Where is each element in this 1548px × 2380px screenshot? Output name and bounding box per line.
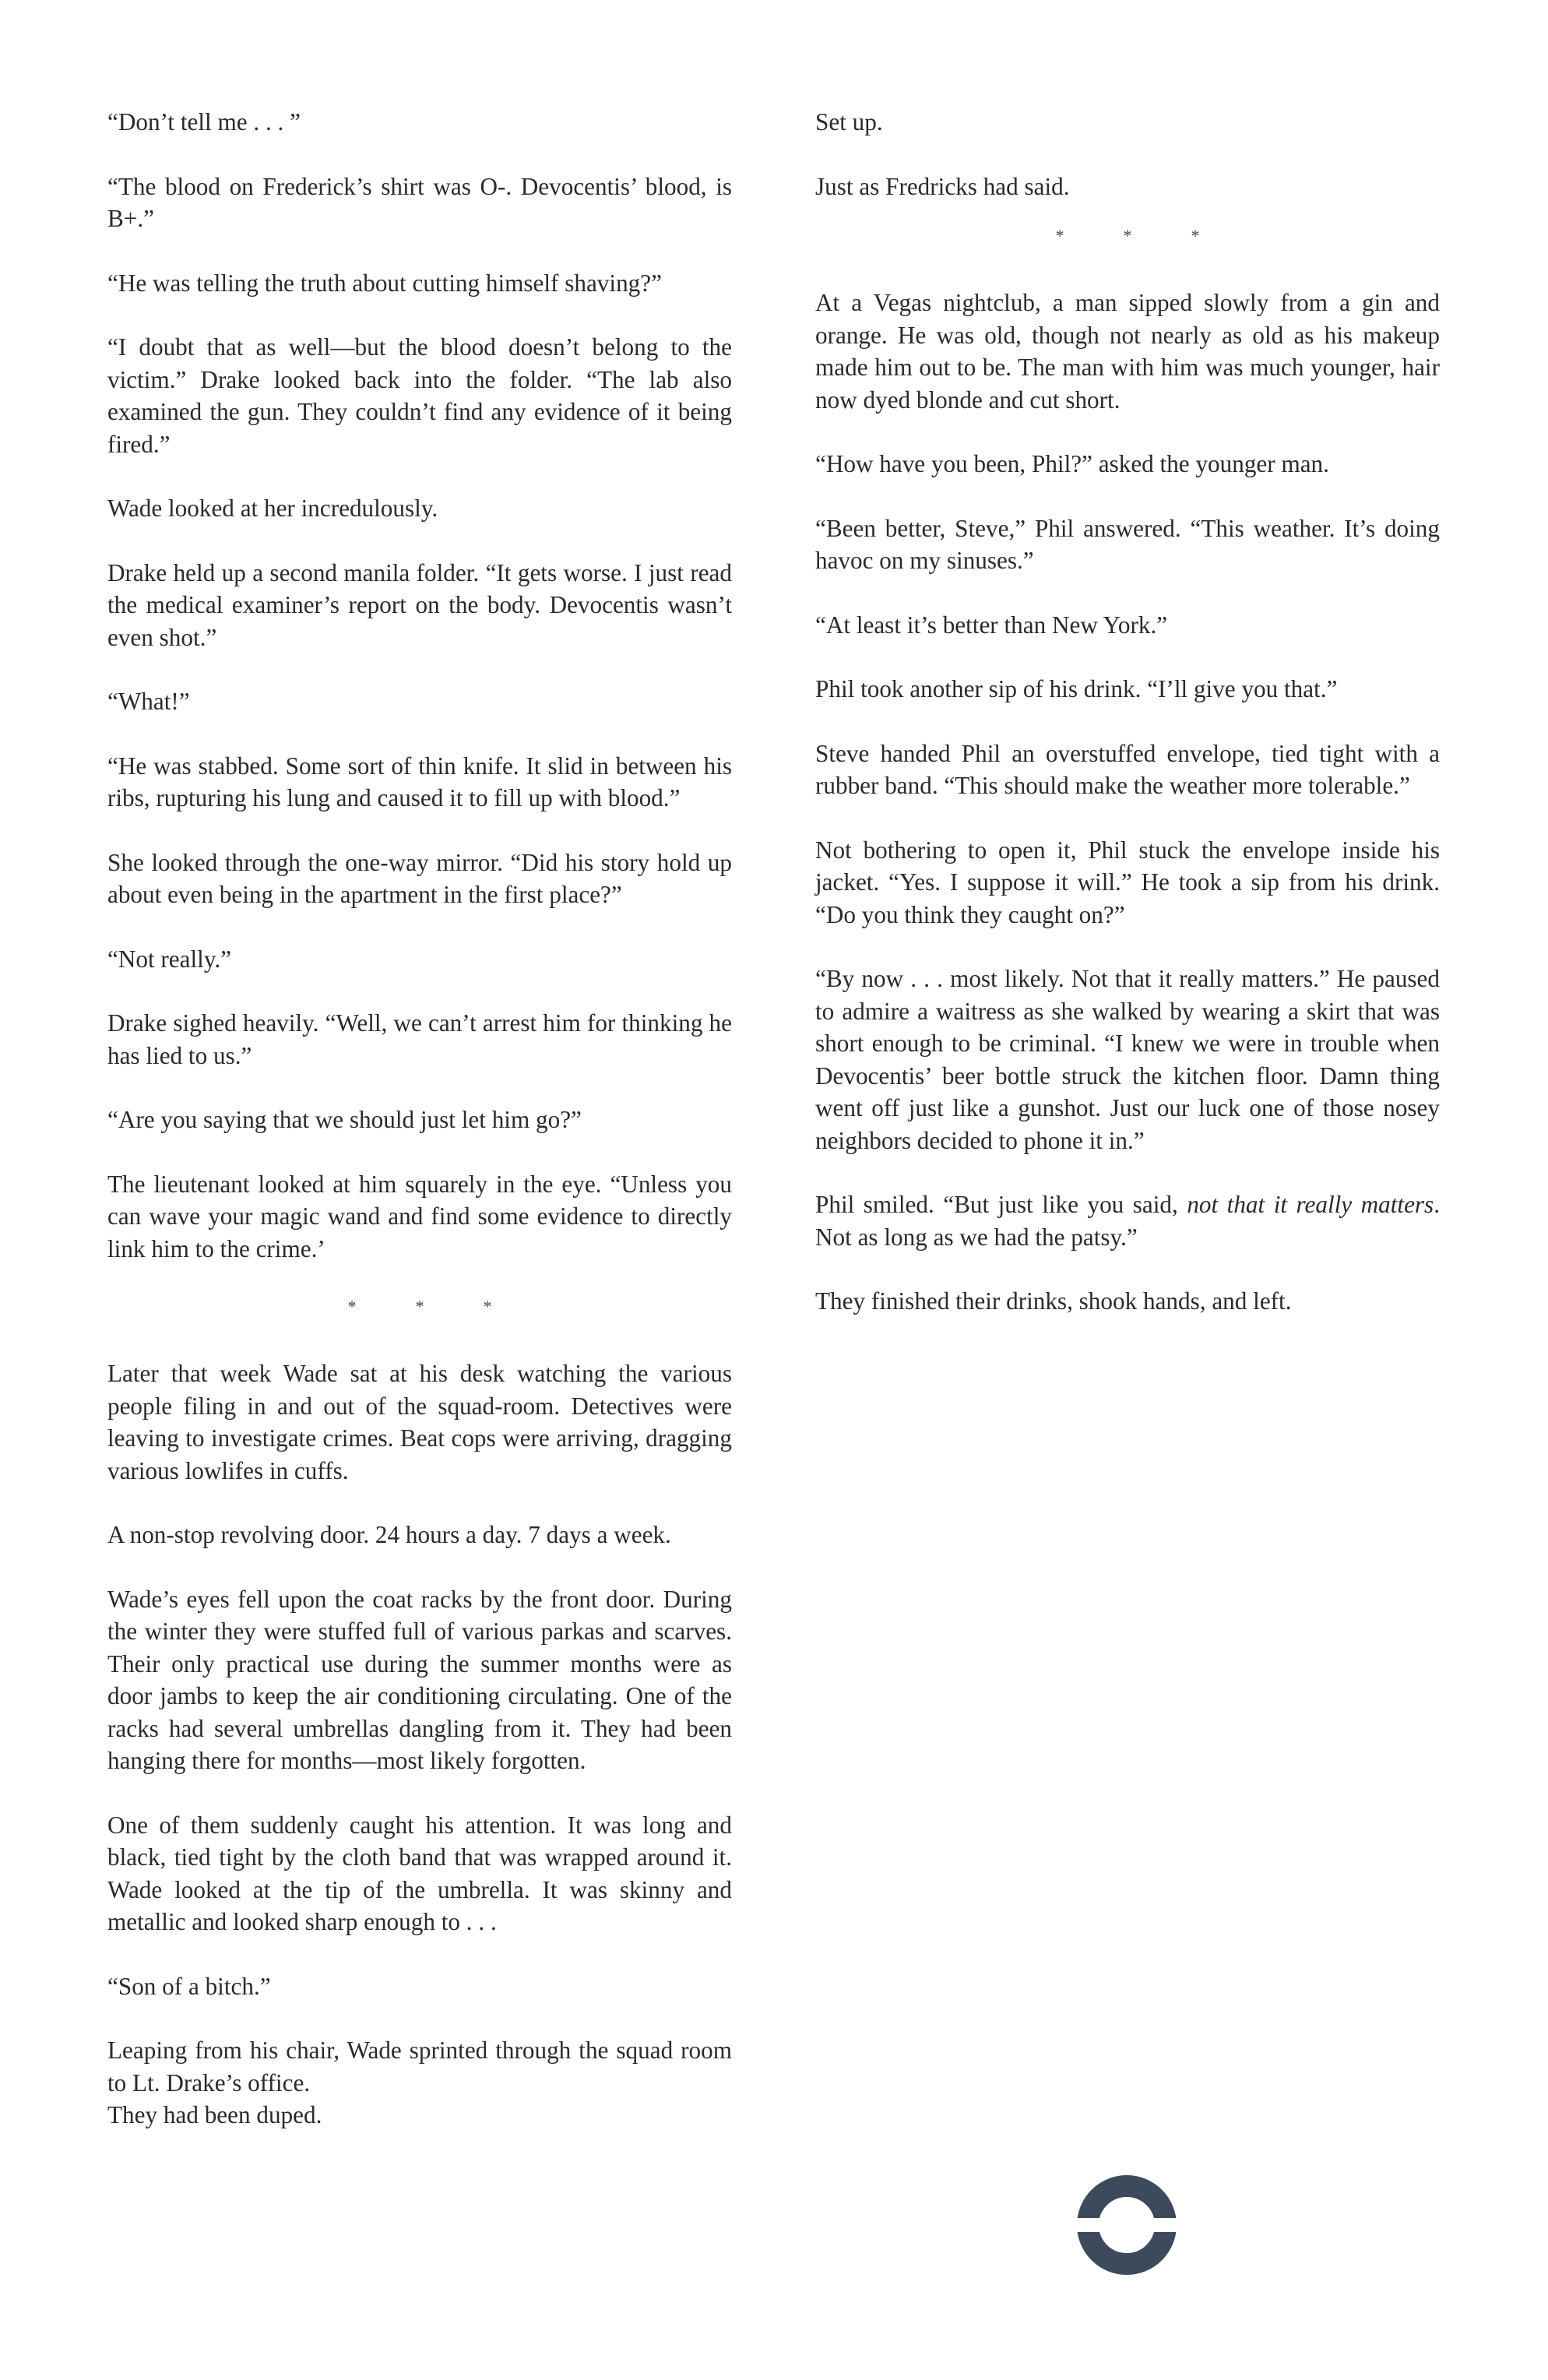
separator-star: * <box>483 1297 492 1316</box>
paragraph: They finished their drinks, shook hands, and left. <box>815 1287 1292 1315</box>
paragraph: Set up. <box>815 108 883 136</box>
right-column <box>815 106 1440 1350</box>
paragraph: Phil took another sip of his drink. “I’ll give you that.” <box>815 675 1338 702</box>
paragraph <box>815 1188 1440 1253</box>
paragraph: “At least it’s better than New York.” <box>815 611 1168 639</box>
paragraph: Just as Fredricks had said. <box>815 172 1070 200</box>
paragraph: “Not really.” <box>107 945 232 973</box>
paragraph: “I doubt that as well—but the blood doesn’t belong to the victim.” Drake looked back into the folder. “The lab also examined the gun. They couldn’t find any evidence of it being fired.” <box>107 333 732 458</box>
paragraph: Drake sighed heavily. “Well, we can’t arrest him for thinking he has lied to us.” <box>107 1009 732 1069</box>
paragraph: “How have you been, Phil?” asked the younger man. <box>815 450 1329 477</box>
paragraph: Wade looked at her incredulously. <box>107 495 438 522</box>
paragraph: One of them suddenly caught his attention. It was long and black, tied tight by the cloth band that was wrapped around it. Wade looked at the tip of the umbrella. It was skinny and metallic and looked sharp enough to . . . <box>107 1811 732 1935</box>
paragraph: They had been duped. <box>107 2101 322 2128</box>
paragraph: “He was stabbed. Some sort of thin knife. It slid in between his ribs, rupturing his lung and caused it to fill up with blood.” <box>107 752 732 812</box>
paragraph: “The blood on Frederick’s shirt was O-. Devocentis’ blood, is B+.” <box>107 172 732 232</box>
text-run: Phil smiled. “But just like you said, <box>815 1191 1187 1218</box>
paragraph: She looked through the one-way mirror. “Did his story hold up about even being in the apartment in the first place?” <box>107 848 732 908</box>
paragraph: At a Vegas nightclub, a man sipped slowly from a gin and orange. He was old, though not nearly as old as his makeup made him out to be. The man with him was much younger, hair now dyed blonde and cut short. <box>815 289 1440 414</box>
paragraph: “Are you saying that we should just let him go?” <box>107 1106 582 1133</box>
scene-separator <box>815 226 1440 246</box>
paragraph: “Been better, Steve,” Phil answered. “This weather. It’s doing havoc on my sinuses.” <box>815 514 1440 574</box>
paragraph: “By now . . . most likely. Not that it really matters.” He paused to admire a waitress as she walked by wearing a skirt that was short enough to be criminal. “I knew we were in trouble when Devocentis’ beer bottle struck the kitchen floor. Damn thing went off just like a gunshot. Just our luck one of those nosey neighbors decided to phone it in.” <box>815 965 1440 1154</box>
separator-star: * <box>1123 226 1132 245</box>
paragraph: “He was telling the truth about cutting himself shaving?” <box>107 269 662 297</box>
emphasis-text: not that it really matters <box>1187 1191 1434 1218</box>
paragraph: “Son of a bitch.” <box>107 1972 271 2000</box>
paragraph: A non-stop revolving door. 24 hours a day. 7 days a week. <box>107 1521 671 1548</box>
separator-star: * <box>347 1297 357 1316</box>
left-column <box>107 106 732 2132</box>
paragraph: “What!” <box>107 688 190 715</box>
paragraph: “Don’t tell me . . . ” <box>107 108 301 136</box>
paragraph: Not bothering to open it, Phil stuck the envelope inside his jacket. “Yes. I suppose it will.” He took a sip from his drink. “Do you think they caught on?” <box>815 836 1440 928</box>
paragraph: Drake held up a second manila folder. “It gets worse. I just read the medical examiner’s report on the body. Devocentis wasn’t even shot.” <box>107 558 732 651</box>
paragraph: Wade’s eyes fell upon the coat racks by the front door. During the winter they were stuffed full of various parkas and scarves. Their only practical use during the summer months were as door jambs to keep the air conditioning circulating. One of the racks had several umbrellas dangling from it. They had been hanging there for months—most likely forgotten. <box>107 1585 732 1774</box>
paragraph: Leaping from his chair, Wade sprinted through the squad room to Lt. Drake’s office. <box>107 2037 732 2097</box>
publisher-logo-icon <box>1076 2174 1177 2276</box>
separator-star: * <box>1191 226 1200 245</box>
paragraph: The lieutenant looked at him squarely in the eye. “Unless you can wave your magic wand and find some evidence to directly link him to the crime.’ <box>107 1170 732 1262</box>
separator-star: * <box>415 1297 424 1316</box>
text-run: . Not as long as we had the patsy.” <box>815 1191 1440 1251</box>
scene-separator <box>107 1297 732 1317</box>
paragraph: Later that week Wade sat at his desk watching the various people filing in and out of the squad-room. Detectives were leaving to investigate crimes. Beat cops were arriving, dragging various lowlifes in cuffs. <box>107 1360 732 1484</box>
paragraph: Steve handed Phil an overstuffed envelope, tied tight with a rubber band. “This should make the weather more tolerable.” <box>815 739 1440 799</box>
separator-star: * <box>1055 226 1064 245</box>
